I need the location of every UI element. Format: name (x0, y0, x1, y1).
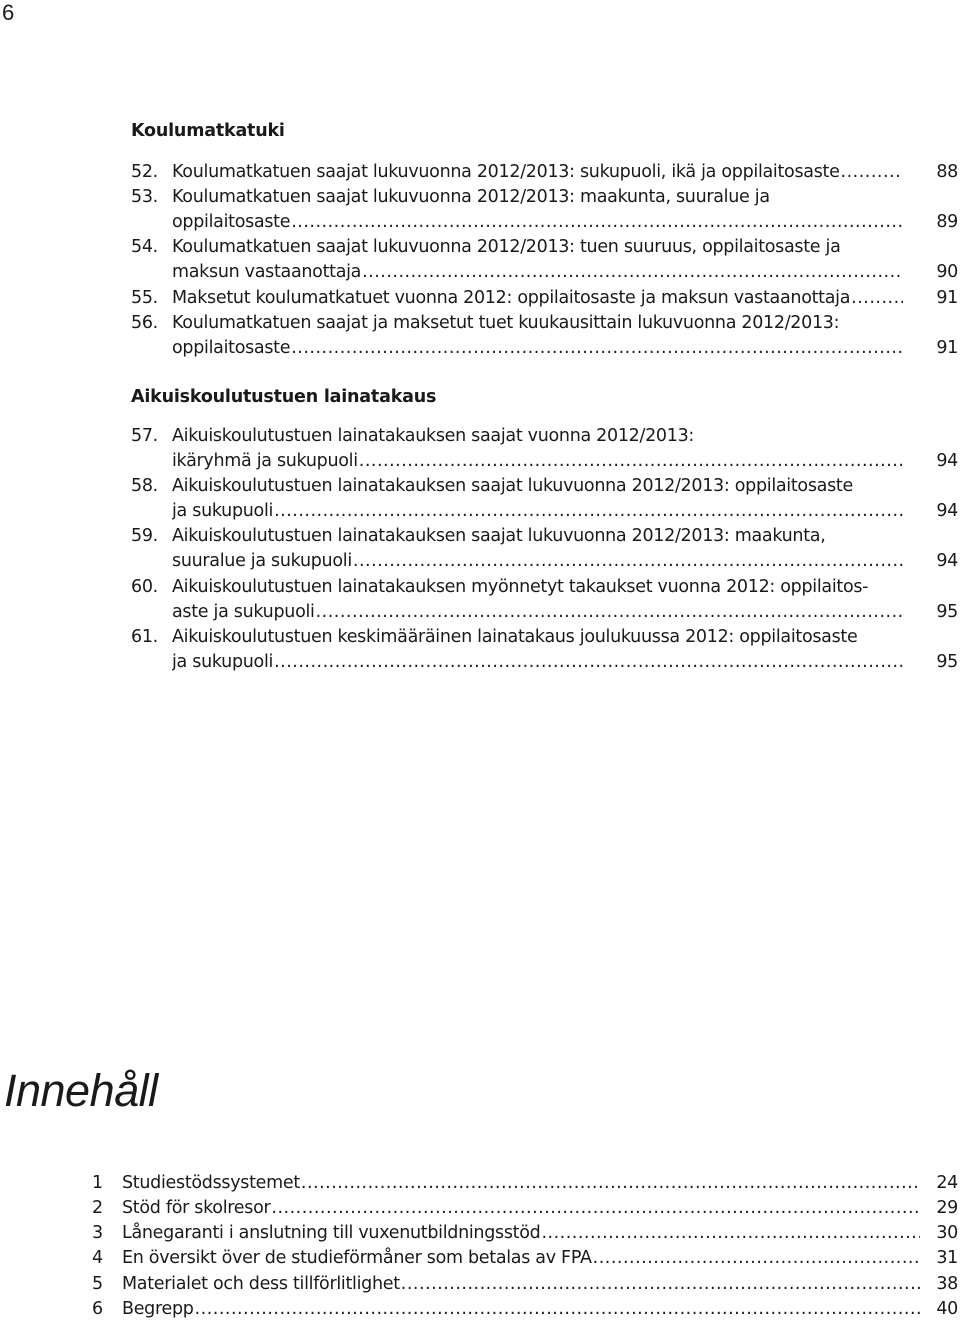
entry-title: Aikuiskoulutustuen lainatakauksen saajat lukuvuonna 2012/2013: oppilaitosaste (172, 476, 853, 496)
dot-leader (301, 1171, 920, 1196)
entry-number: 2 (92, 1198, 103, 1218)
entry-title-cont: ikäryhmä ja sukupuoli (172, 451, 358, 471)
entry-page: 90 (936, 262, 958, 282)
entry-page: 88 (936, 162, 958, 182)
entry-page: 24 (936, 1173, 958, 1193)
entry-number: 59. (131, 526, 158, 546)
entry-number: 1 (92, 1173, 103, 1193)
entry-title: Studiestödssystemet (122, 1173, 300, 1193)
entry-title-cont: aste ja sukupuoli (172, 602, 315, 622)
entry-title-cont: ja sukupuoli (172, 652, 274, 672)
entry-number: 6 (92, 1299, 103, 1319)
entry-title: Aikuiskoulutustuen lainatakauksen saajat lukuvuonna 2012/2013: maakunta, (172, 526, 826, 546)
entry-number: 58. (131, 476, 158, 496)
entry-page: 91 (936, 338, 958, 358)
entry-title-cont: suuralue ja sukupuoli (172, 551, 352, 571)
entry-page: 40 (936, 1299, 958, 1319)
entry-title: Aikuiskoulutustuen keskimääräinen lainatakaus joulukuussa 2012: oppilaitosaste (172, 627, 858, 647)
entry-title-cont: maksun vastaanottaja (172, 262, 362, 282)
section-heading-aikuiskoulutustuen-lainatakaus: Aikuiskoulutustuen lainatakaus (131, 387, 437, 407)
toc-sv-entry-3[interactable] (0, 1221, 960, 1246)
entry-title: Materialet och dess tillförlitlighet (122, 1274, 400, 1294)
entry-number: 57. (131, 426, 158, 446)
entry-number: 60. (131, 577, 158, 597)
entry-title: Stöd för skolresor (122, 1198, 271, 1218)
entry-title: Koulumatkatuen saajat lukuvuonna 2012/2013: tuen suuruus, oppilaitosaste ja (172, 237, 841, 257)
entry-page: 38 (936, 1274, 958, 1294)
entry-title: En översikt över de studieförmåner som betalas av FPA (122, 1248, 592, 1268)
dot-leader (401, 1272, 920, 1297)
toc-sv-entry-2[interactable] (0, 1196, 960, 1221)
entry-number: 5 (92, 1274, 103, 1294)
dot-leader (541, 1221, 920, 1246)
entry-title-cont: ja sukupuoli (172, 501, 274, 521)
entry-title-cont: oppilaitosaste (172, 212, 291, 232)
entry-page: 94 (936, 501, 958, 521)
entry-number: 53. (131, 187, 158, 207)
dot-leader (593, 1246, 920, 1271)
toc-sv-entry-6[interactable] (0, 1297, 960, 1322)
toc-sv-entry-5[interactable] (0, 1272, 960, 1297)
entry-page: 94 (936, 451, 958, 471)
entry-page: 31 (936, 1248, 958, 1268)
entry-page: 89 (936, 212, 958, 232)
entry-number: 4 (92, 1248, 103, 1268)
innehall-heading: Innehåll (4, 1065, 158, 1116)
entry-page: 95 (936, 602, 958, 622)
entry-title: Koulumatkatuen saajat ja maksetut tuet kuukausittain lukuvuonna 2012/2013: (172, 313, 840, 333)
entry-title-cont: oppilaitosaste (172, 338, 291, 358)
toc-sv-entry-4[interactable] (0, 1246, 960, 1271)
entry-page: 94 (936, 551, 958, 571)
entry-title: Maksetut koulumatkatuet vuonna 2012: oppilaitosaste ja maksun vastaanottaja (172, 288, 851, 308)
section-heading-koulumatkatuki: Koulumatkatuki (131, 121, 285, 141)
entry-number: 61. (131, 627, 158, 647)
page-number: 6 (2, 0, 15, 25)
dot-leader (195, 1297, 920, 1322)
dot-leader (271, 1196, 920, 1221)
entry-title: Koulumatkatuen saajat lukuvuonna 2012/2013: maakunta, suuralue ja (172, 187, 770, 207)
entry-number: 3 (92, 1223, 103, 1243)
entry-title: Lånegaranti i anslutning till vuxenutbildningsstöd (122, 1223, 541, 1243)
entry-page: 30 (936, 1223, 958, 1243)
entry-number: 55. (131, 288, 158, 308)
entry-number: 54. (131, 237, 158, 257)
entry-page: 95 (936, 652, 958, 672)
entry-title: Koulumatkatuen saajat lukuvuonna 2012/2013: sukupuoli, ikä ja oppilaitosaste (172, 162, 840, 182)
entry-title: Aikuiskoulutustuen lainatakauksen saajat vuonna 2012/2013: (172, 426, 695, 446)
toc-sv-entry-1[interactable] (0, 1171, 960, 1196)
entry-title: Begrepp (122, 1299, 194, 1319)
entry-title: Aikuiskoulutustuen lainatakauksen myönnetyt takaukset vuonna 2012: oppilaitos- (172, 577, 869, 597)
entry-number: 56. (131, 313, 158, 333)
entry-number: 52. (131, 162, 158, 182)
entry-page: 29 (936, 1198, 958, 1218)
entry-page: 91 (936, 288, 958, 308)
